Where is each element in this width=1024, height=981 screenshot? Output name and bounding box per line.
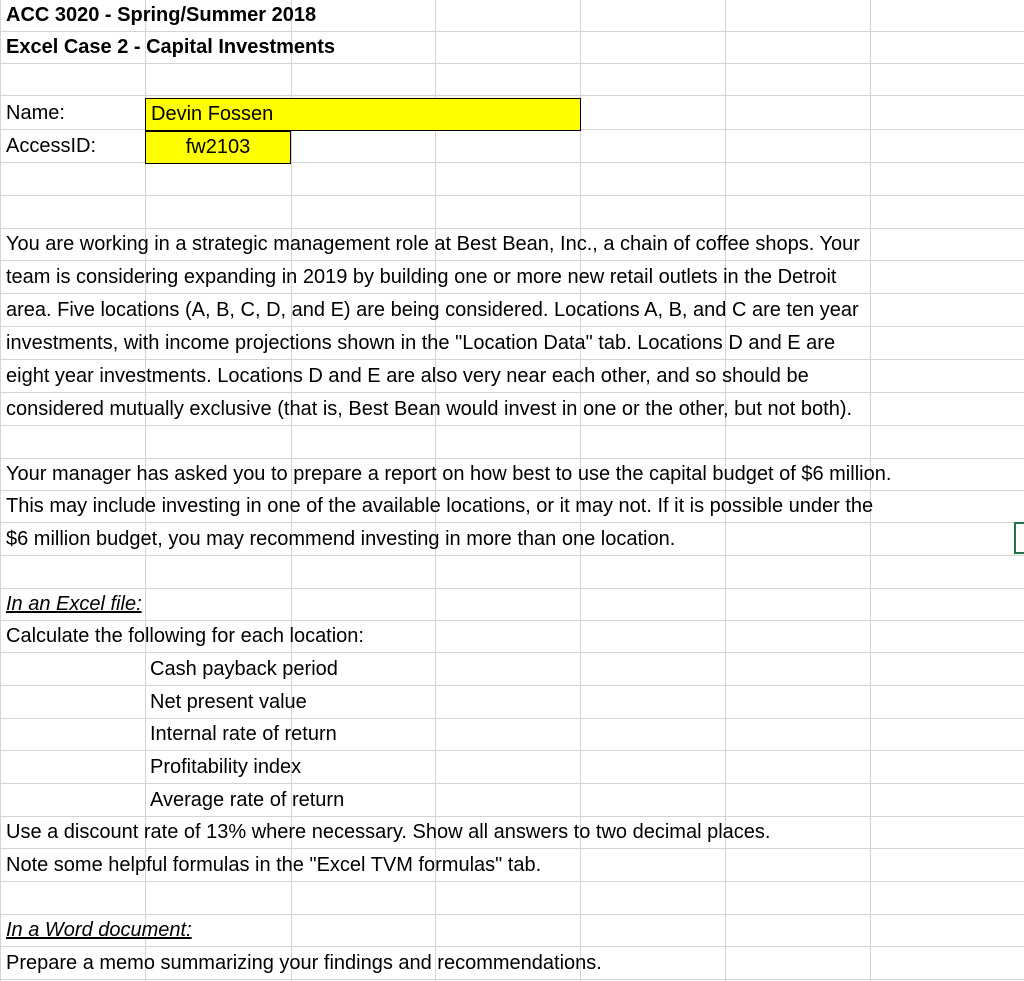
metric-item[interactable]: Average rate of return: [150, 789, 345, 811]
grid-row: [0, 197, 1024, 229]
accessid-value: fw2103: [185, 136, 251, 158]
word-instruction[interactable]: Prepare a memo summarizing your findings and recommendations.: [6, 952, 602, 974]
selected-cell[interactable]: [1014, 522, 1024, 554]
grid-row: [0, 687, 1024, 719]
metric-item[interactable]: Net present value: [150, 691, 307, 713]
grid-row: [0, 621, 1024, 653]
name-field[interactable]: [145, 98, 581, 131]
grid-row: [0, 654, 1024, 686]
intro-line[interactable]: team is considering expanding in 2019 by building one or more new retail outlets in the Detroit: [6, 266, 837, 288]
discount-note[interactable]: Use a discount rate of 13% where necessary. Show all answers to two decimal places.: [6, 821, 771, 843]
word-heading[interactable]: In a Word document:: [6, 919, 192, 941]
grid-row: [0, 295, 1024, 327]
intro-line[interactable]: eight year investments. Locations D and E are also very near each other, and so should be: [6, 365, 809, 387]
grid-row: [0, 32, 1024, 64]
metric-item[interactable]: Internal rate of return: [150, 723, 337, 745]
grid-row: [0, 262, 1024, 294]
grid-row: [0, 328, 1024, 360]
excel-instruction[interactable]: Calculate the following for each location:: [6, 625, 364, 647]
formula-note[interactable]: Note some helpful formulas in the "Excel TVM formulas" tab.: [6, 854, 542, 876]
grid-row: [0, 719, 1024, 751]
accessid-label: AccessID:: [6, 135, 97, 157]
grid-row: [0, 948, 1024, 980]
intro-line[interactable]: considered mutually exclusive (that is, Best Bean would invest in one or the other, but not both).: [6, 398, 853, 420]
intro-line[interactable]: area. Five locations (A, B, C, D, and E) are being considered. Locations A, B, and C are ten year: [6, 299, 859, 321]
grid-row: [0, 752, 1024, 784]
grid-row: [0, 557, 1024, 589]
name-label: Name:: [6, 102, 65, 124]
grid-row: [0, 394, 1024, 426]
course-title[interactable]: ACC 3020 - Spring/Summer 2018: [6, 4, 317, 26]
accessid-field[interactable]: [145, 131, 291, 164]
metric-item[interactable]: Cash payback period: [150, 658, 338, 680]
name-value: Devin Fossen: [151, 103, 274, 125]
grid-row: [0, 589, 1024, 621]
grid-row: [0, 164, 1024, 196]
manager-line[interactable]: Your manager has asked you to prepare a report on how best to use the capital budget of $6 million.: [6, 463, 892, 485]
grid-row: [0, 817, 1024, 849]
grid-row: [0, 427, 1024, 459]
manager-line[interactable]: $6 million budget, you may recommend investing in more than one location.: [6, 528, 676, 550]
grid-row: [0, 64, 1024, 96]
grid-row: [0, 459, 1024, 491]
grid-row: [0, 229, 1024, 261]
grid-row: [0, 850, 1024, 882]
grid-row: [0, 491, 1024, 523]
case-title[interactable]: Excel Case 2 - Capital Investments: [6, 36, 336, 58]
grid-row: [0, 915, 1024, 947]
grid-row: [0, 883, 1024, 915]
grid-row: [0, 524, 1024, 556]
excel-heading[interactable]: In an Excel file:: [6, 593, 142, 615]
grid-row: [0, 785, 1024, 817]
grid-row: [0, 0, 1024, 32]
grid-row: [0, 361, 1024, 393]
metric-item[interactable]: Profitability index: [150, 756, 302, 778]
manager-line[interactable]: This may include investing in one of the available locations, or it may not. If it is possible under the: [6, 495, 874, 517]
intro-line[interactable]: You are working in a strategic management role at Best Bean, Inc., a chain of coffee shops. Your: [6, 233, 860, 255]
intro-line[interactable]: investments, with income projections shown in the "Location Data" tab. Locations D and E are: [6, 332, 836, 354]
